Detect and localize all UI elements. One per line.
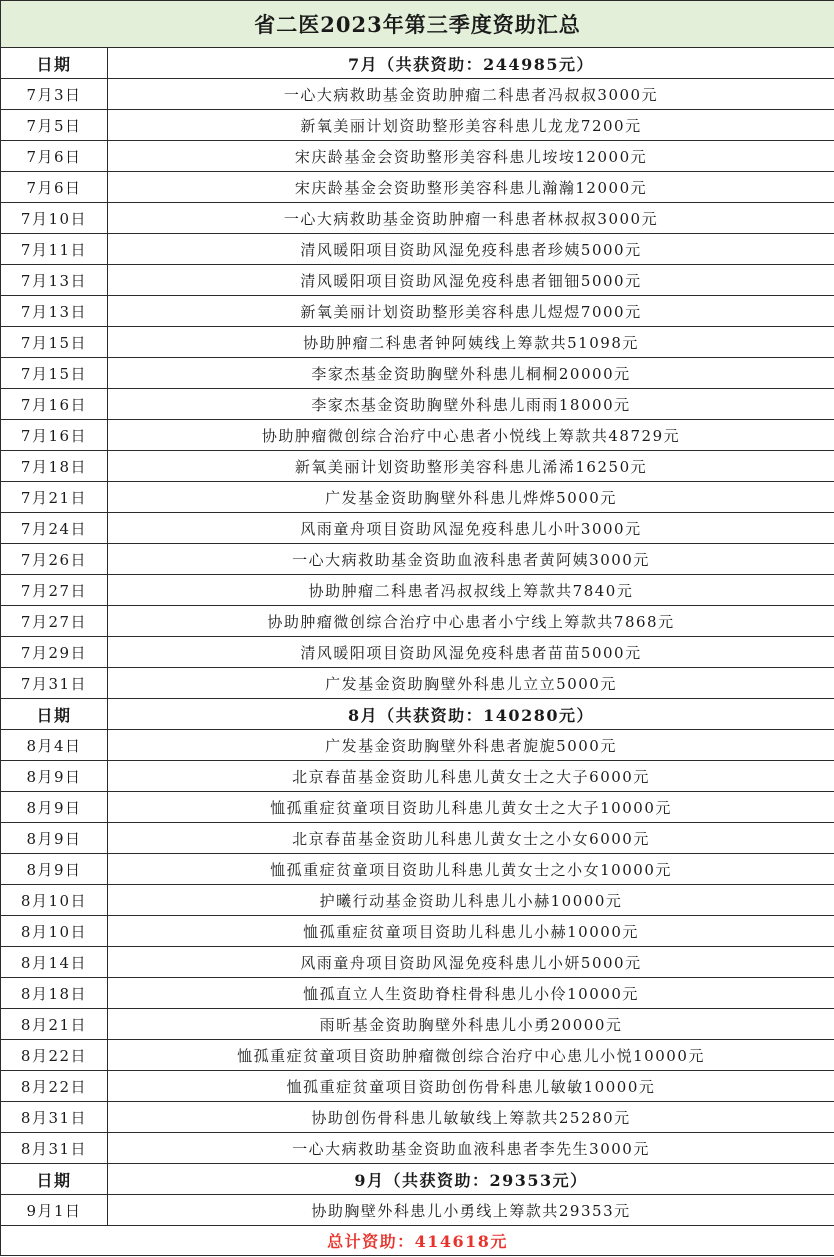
row-description: 风雨童舟项目资助风湿免疫科患儿小妍5000元 bbox=[108, 947, 834, 978]
table-row bbox=[1, 141, 834, 172]
row-description: 恤孤重症贫童项目资助创伤骨科患儿敏敏10000元 bbox=[108, 1071, 834, 1102]
table-row bbox=[1, 482, 834, 513]
row-description: 清风暖阳项目资助风湿免疫科患者钿钿5000元 bbox=[108, 265, 834, 296]
table-row bbox=[1, 854, 834, 885]
month-header-row bbox=[1, 48, 834, 79]
row-description: 恤孤直立人生资助脊柱骨科患儿小伶10000元 bbox=[108, 978, 834, 1009]
table-row bbox=[1, 792, 834, 823]
table-row bbox=[1, 1009, 834, 1040]
table-row bbox=[1, 389, 834, 420]
row-description: 恤孤重症贫童项目资助肿瘤微创综合治疗中心患儿小悦10000元 bbox=[108, 1040, 834, 1071]
row-date: 7月18日 bbox=[1, 451, 108, 482]
month-summary-header: 7月（共获资助：244985元） bbox=[108, 48, 834, 79]
row-date: 7月27日 bbox=[1, 606, 108, 637]
row-description: 协助创伤骨科患儿敏敏线上筹款共25280元 bbox=[108, 1102, 834, 1133]
row-date: 7月15日 bbox=[1, 327, 108, 358]
row-description: 护曦行动基金资助儿科患儿小赫10000元 bbox=[108, 885, 834, 916]
row-description: 宋庆龄基金会资助整形美容科患儿垵垵12000元 bbox=[108, 141, 834, 172]
table-row bbox=[1, 575, 834, 606]
row-description: 一心大病救助基金资助肿瘤二科患者冯叔叔3000元 bbox=[108, 79, 834, 110]
row-date: 7月27日 bbox=[1, 575, 108, 606]
row-description: 一心大病救助基金资助血液科患者黄阿姨3000元 bbox=[108, 544, 834, 575]
row-description: 恤孤重症贫童项目资助儿科患儿小赫10000元 bbox=[108, 916, 834, 947]
row-date: 7月29日 bbox=[1, 637, 108, 668]
row-date: 7月16日 bbox=[1, 420, 108, 451]
row-description: 一心大病救助基金资助血液科患者李先生3000元 bbox=[108, 1133, 834, 1164]
row-date: 8月22日 bbox=[1, 1040, 108, 1071]
table-row bbox=[1, 637, 834, 668]
row-description: 李家杰基金资助胸壁外科患儿雨雨18000元 bbox=[108, 389, 834, 420]
row-description: 北京春苗基金资助儿科患儿黄女士之小女6000元 bbox=[108, 823, 834, 854]
row-description: 清风暖阳项目资助风湿免疫科患者苗苗5000元 bbox=[108, 637, 834, 668]
row-date: 7月21日 bbox=[1, 482, 108, 513]
table-row bbox=[1, 761, 834, 792]
table-row bbox=[1, 358, 834, 389]
table-row bbox=[1, 513, 834, 544]
row-date: 8月9日 bbox=[1, 792, 108, 823]
table-row bbox=[1, 730, 834, 761]
row-date: 7月5日 bbox=[1, 110, 108, 141]
table-row bbox=[1, 296, 834, 327]
row-description: 雨昕基金资助胸壁外科患儿小勇20000元 bbox=[108, 1009, 834, 1040]
table-row bbox=[1, 1071, 834, 1102]
month-header-row bbox=[1, 1164, 834, 1195]
row-description: 一心大病救助基金资助肿瘤一科患者林叔叔3000元 bbox=[108, 203, 834, 234]
row-date: 7月13日 bbox=[1, 296, 108, 327]
month-summary-header: 9月（共获资助：29353元） bbox=[108, 1164, 834, 1195]
row-date: 7月10日 bbox=[1, 203, 108, 234]
date-column-header: 日期 bbox=[1, 1164, 108, 1195]
row-description: 新氧美丽计划资助整形美容科患儿煜煜7000元 bbox=[108, 296, 834, 327]
table-row bbox=[1, 1195, 834, 1226]
row-date: 8月4日 bbox=[1, 730, 108, 761]
row-description: 李家杰基金资助胸壁外科患儿桐桐20000元 bbox=[108, 358, 834, 389]
table-row bbox=[1, 451, 834, 482]
row-date: 8月10日 bbox=[1, 916, 108, 947]
row-date: 7月13日 bbox=[1, 265, 108, 296]
table-row bbox=[1, 265, 834, 296]
row-description: 协助肿瘤微创综合治疗中心患者小宁线上筹款共7868元 bbox=[108, 606, 834, 637]
table-row bbox=[1, 79, 834, 110]
row-date: 8月14日 bbox=[1, 947, 108, 978]
row-date: 8月9日 bbox=[1, 823, 108, 854]
row-description: 恤孤重症贫童项目资助儿科患儿黄女士之大子10000元 bbox=[108, 792, 834, 823]
table-row bbox=[1, 544, 834, 575]
row-date: 7月6日 bbox=[1, 141, 108, 172]
grand-total: 总计资助：414618元 bbox=[1, 1226, 834, 1256]
row-date: 7月24日 bbox=[1, 513, 108, 544]
table-row bbox=[1, 420, 834, 451]
table-row bbox=[1, 1102, 834, 1133]
row-description: 北京春苗基金资助儿科患儿黄女士之大子6000元 bbox=[108, 761, 834, 792]
row-date: 7月16日 bbox=[1, 389, 108, 420]
table-row bbox=[1, 823, 834, 854]
table-row bbox=[1, 327, 834, 358]
row-date: 8月10日 bbox=[1, 885, 108, 916]
row-description: 新氧美丽计划资助整形美容科患儿龙龙7200元 bbox=[108, 110, 834, 141]
month-summary-header: 8月（共获资助：140280元） bbox=[108, 699, 834, 730]
row-date: 8月9日 bbox=[1, 854, 108, 885]
table-row bbox=[1, 203, 834, 234]
table-row bbox=[1, 947, 834, 978]
row-description: 协助肿瘤二科患者冯叔叔线上筹款共7840元 bbox=[108, 575, 834, 606]
row-description: 广发基金资助胸壁外科患儿烨烨5000元 bbox=[108, 482, 834, 513]
row-date: 8月21日 bbox=[1, 1009, 108, 1040]
row-description: 清风暖阳项目资助风湿免疫科患者珍姨5000元 bbox=[108, 234, 834, 265]
table-row bbox=[1, 1040, 834, 1071]
row-description: 恤孤重症贫童项目资助儿科患儿黄女士之小女10000元 bbox=[108, 854, 834, 885]
row-date: 8月9日 bbox=[1, 761, 108, 792]
table-row bbox=[1, 978, 834, 1009]
row-description: 风雨童舟项目资助风湿免疫科患儿小叶3000元 bbox=[108, 513, 834, 544]
row-date: 7月6日 bbox=[1, 172, 108, 203]
total-row bbox=[1, 1226, 834, 1256]
table-row bbox=[1, 668, 834, 699]
table-row bbox=[1, 110, 834, 141]
row-description: 协助肿瘤二科患者钟阿姨线上筹款共51098元 bbox=[108, 327, 834, 358]
row-description: 广发基金资助胸壁外科患儿立立5000元 bbox=[108, 668, 834, 699]
date-column-header: 日期 bbox=[1, 48, 108, 79]
table-row bbox=[1, 172, 834, 203]
row-date: 9月1日 bbox=[1, 1195, 108, 1226]
row-description: 协助胸壁外科患儿小勇线上筹款共29353元 bbox=[108, 1195, 834, 1226]
row-description: 新氧美丽计划资助整形美容科患儿浠浠16250元 bbox=[108, 451, 834, 482]
table-row bbox=[1, 885, 834, 916]
row-date: 8月31日 bbox=[1, 1102, 108, 1133]
date-column-header: 日期 bbox=[1, 699, 108, 730]
table-row bbox=[1, 1133, 834, 1164]
row-date: 8月31日 bbox=[1, 1133, 108, 1164]
table-row bbox=[1, 606, 834, 637]
sheet-title: 省二医2023年第三季度资助汇总 bbox=[1, 1, 834, 48]
row-date: 8月18日 bbox=[1, 978, 108, 1009]
row-date: 7月3日 bbox=[1, 79, 108, 110]
table-row bbox=[1, 234, 834, 265]
title-row bbox=[1, 1, 834, 48]
row-date: 7月11日 bbox=[1, 234, 108, 265]
row-date: 8月22日 bbox=[1, 1071, 108, 1102]
row-description: 广发基金资助胸壁外科患者旎旎5000元 bbox=[108, 730, 834, 761]
row-date: 7月26日 bbox=[1, 544, 108, 575]
row-date: 7月15日 bbox=[1, 358, 108, 389]
table-row bbox=[1, 916, 834, 947]
month-header-row bbox=[1, 699, 834, 730]
row-date: 7月31日 bbox=[1, 668, 108, 699]
row-description: 协助肿瘤微创综合治疗中心患者小悦线上筹款共48729元 bbox=[108, 420, 834, 451]
row-description: 宋庆龄基金会资助整形美容科患儿瀚瀚12000元 bbox=[108, 172, 834, 203]
